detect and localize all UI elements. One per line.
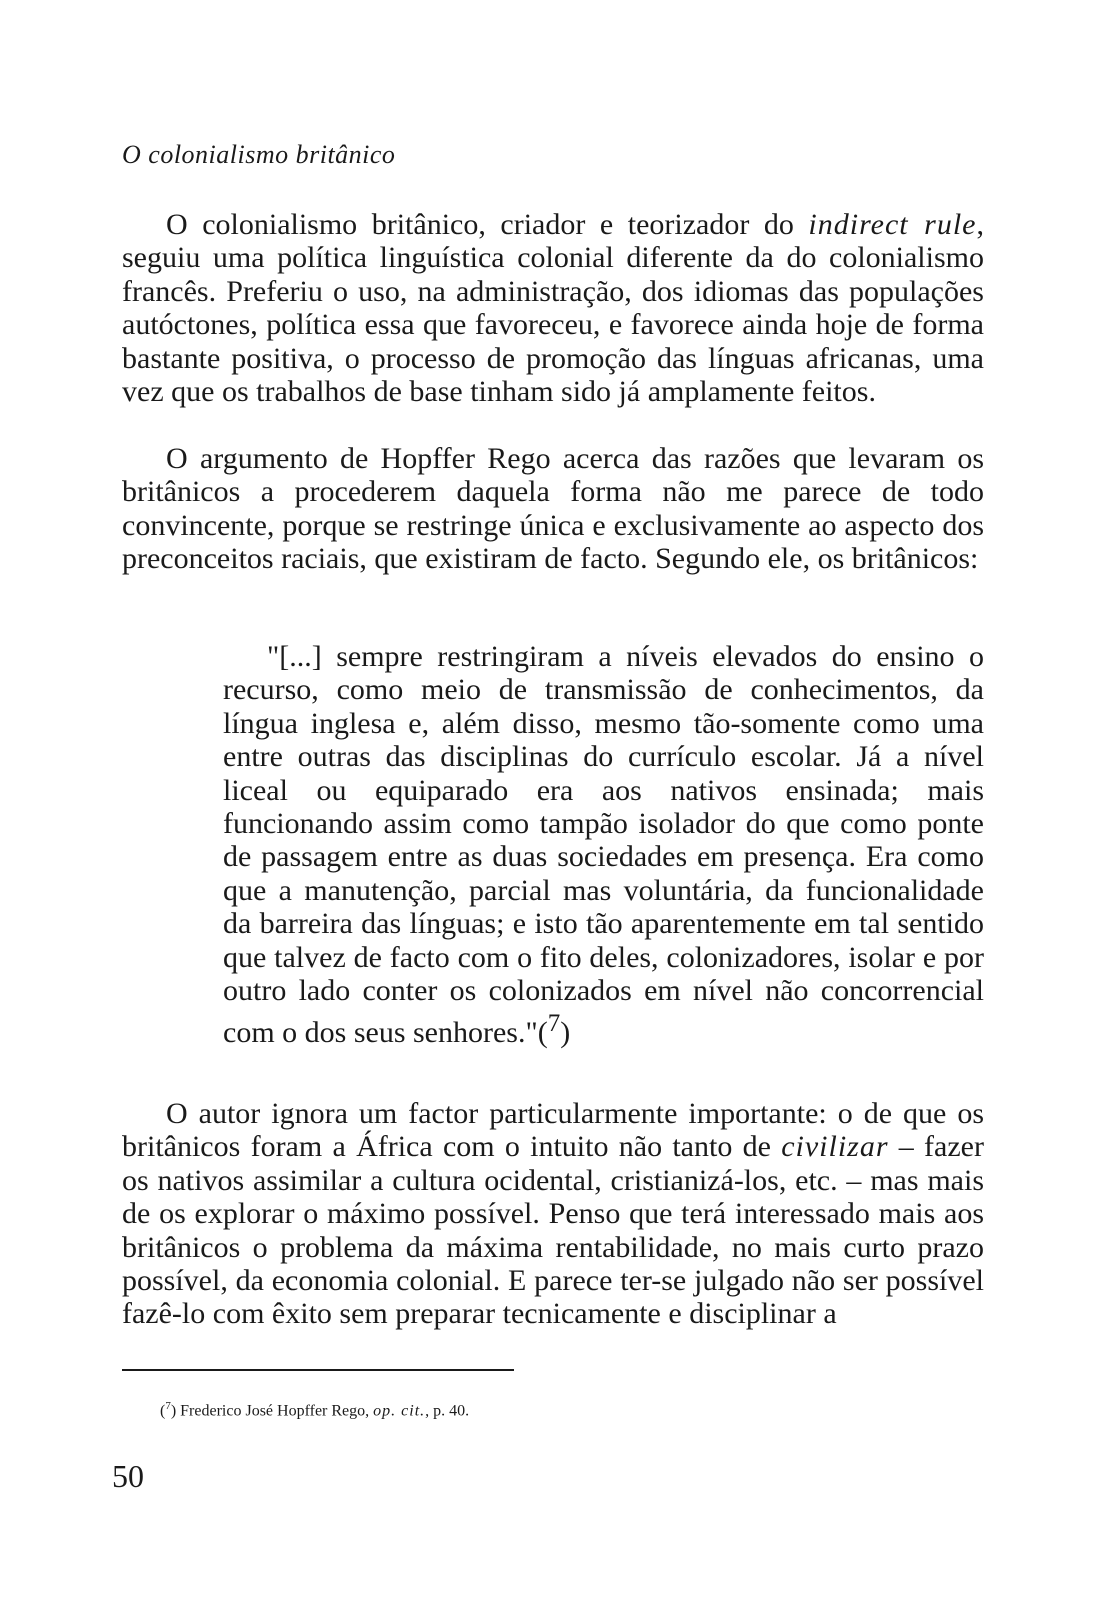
- page-number: 50: [112, 1458, 144, 1494]
- footnote-end: , p. 40.: [425, 1402, 470, 1420]
- footnote-text: Frederico José Hopffer Rego,: [180, 1402, 374, 1420]
- paragraph-3-text-start: O autor ignora um factor particularmente importante: o de que os britânicos foram a África com o intuito não tanto de: [122, 1097, 984, 1164]
- paragraph-3-text-end: – fazer os nativos assimilar a cultura ocidental, cristianizá-los, etc. – mas mais de os explorar o máximo possível. Penso que terá interessado mais aos britânicos o problema da máxima rentabilidade, no mais curto prazo possível, da economia colonial. E parece ter-se julgado não ser possível fazê-lo com êxito sem preparar tecnicamente e disciplinar a: [122, 1130, 984, 1331]
- footnote-mark: 7: [165, 1400, 171, 1412]
- paragraph-1-italic-term: indirect rule: [808, 208, 977, 241]
- footnote-close: ): [170, 1402, 181, 1420]
- block-quote-text: "[...] sempre restringiram a níveis elevados do ensino o recurso, como meio de transmissão de conhecimentos, da língua inglesa e, além disso, mesmo tão-somente como uma entre outras das disciplinas do currículo escolar. Já a nível liceal ou equiparado era aos nativos ensinada; mais funcionando assim como tampão isolador do que como ponte de passagem entre as duas sociedades em presença. Era como que a manutenção, parcial mas voluntária, da funcionalidade da barreira das línguas; e isto tão aparentemente em tal sentido que talvez de facto com o fito deles, colonizadores, isolar e por outro lado conter os colonizados em nível não concorrencial com o dos seus senhores."(: [223, 640, 984, 1050]
- block-quote-end: ): [560, 1016, 571, 1050]
- footnote-italic: op. cit.: [373, 1402, 426, 1420]
- footnote-open: (: [160, 1402, 166, 1420]
- block-quote: [223, 640, 984, 1050]
- footnote-divider: [122, 1369, 514, 1371]
- paragraph-3-italic-term: civilizar: [781, 1130, 889, 1164]
- section-title: O colonialismo britânico: [122, 140, 396, 169]
- paragraph-1: [122, 208, 984, 408]
- paragraph-1-text-start: O colonialismo britânico, criador e teorizador do: [166, 208, 809, 241]
- paragraph-2: O argumento de Hopffer Rego acerca das razões que levaram os britânicos a procederem daquela forma não me parece de todo convincente, porque se restringe única e exclusivamente ao aspecto dos preconceitos raciais, que existiram de facto. Segundo ele, os britânicos:: [122, 442, 984, 576]
- footnote-reference: 7: [547, 1010, 561, 1038]
- paragraph-1-text-end: , seguiu uma política linguística colonial diferente da do colonialismo francês. Preferiu o uso, na administração, dos idiomas das populações autóctones, política essa que favoreceu, e favorece ainda hoje de forma bastante positiva, o processo de promoção das línguas africanas, uma vez que os trabalhos de base tinham sido já amplamente feitos.: [122, 208, 984, 409]
- footnote: [160, 1400, 469, 1420]
- paragraph-3: [122, 1097, 984, 1331]
